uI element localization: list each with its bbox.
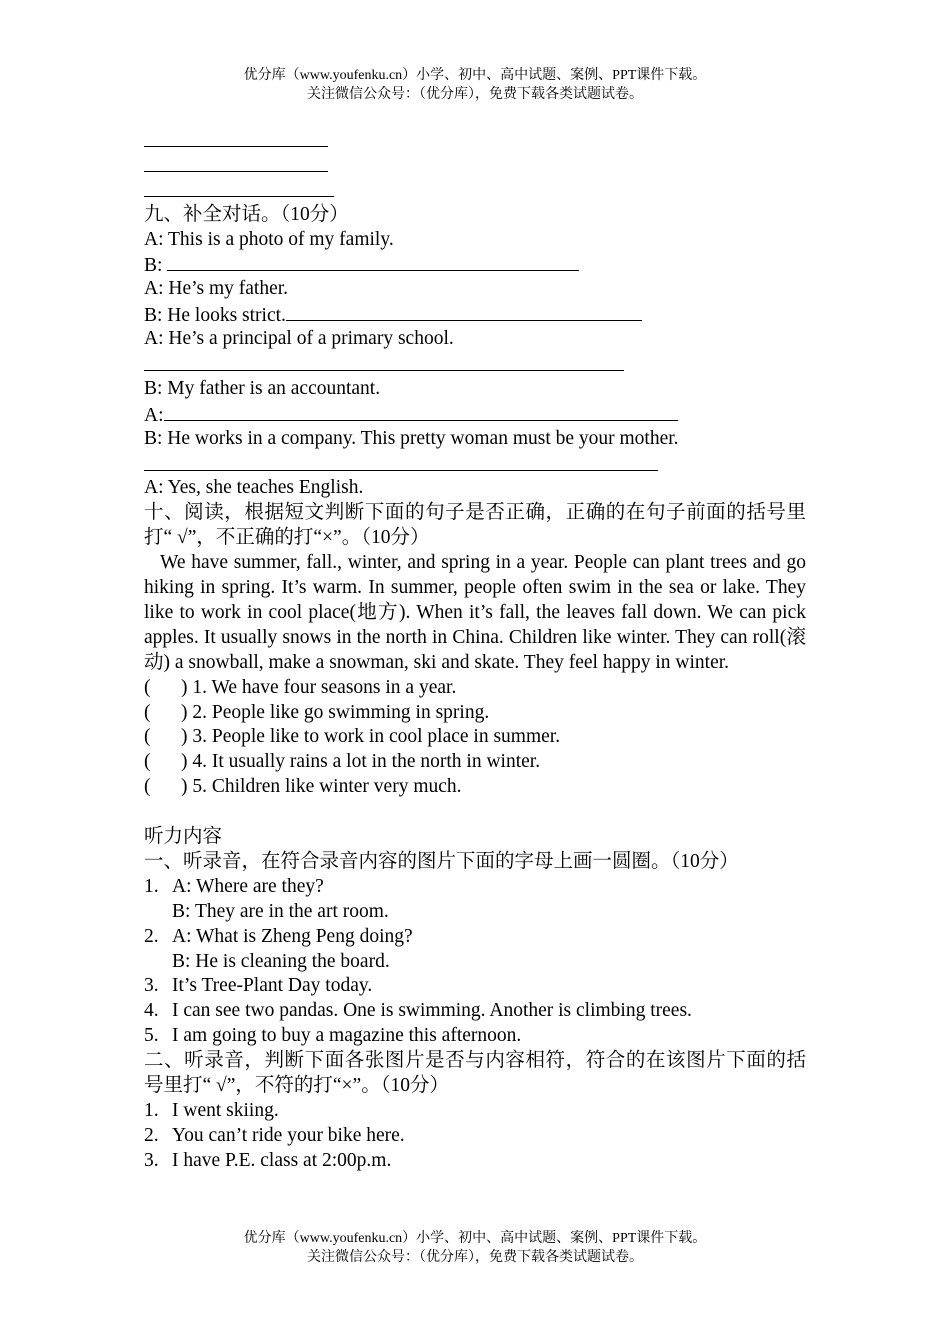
spacer xyxy=(144,800,806,825)
listening-item: 3. It’s Tree-Plant Day today. xyxy=(144,975,373,997)
answer-blank-line[interactable] xyxy=(144,178,806,203)
dialogue-blank-line[interactable] xyxy=(144,452,806,477)
judgement-item: ( ) 1. We have four seasons in a year. xyxy=(144,676,806,701)
footer-line-2: 关注微信公众号：（优分库），免费下载各类试题试卷。 xyxy=(307,1250,643,1265)
judgement-item: ( ) 2. People like go swimming in spring. xyxy=(144,701,806,726)
answer-blank-line[interactable] xyxy=(144,128,806,153)
answer-blank-line[interactable] xyxy=(144,153,806,178)
dialogue-line: B: My father is an accountant. xyxy=(144,377,381,399)
answer-bracket[interactable]: ( xyxy=(144,726,151,748)
listening-item: 2. You can’t ride your bike here. xyxy=(144,1124,405,1146)
footer-line-1: 优分库（www.youfenku.cn）小学、初中、高中试题、案例、PPT课件下载。 xyxy=(243,1231,707,1246)
judgement-item: ( ) 4. It usually rains a lot in the north in winter. xyxy=(144,750,806,775)
dialogue-line: A: This is a photo of my family. xyxy=(144,228,394,250)
listening-item-line: B: They are in the art room. xyxy=(172,900,389,922)
header-line-1: 优分库（www.youfenku.cn）小学、初中、高中试题、案例、PPT课件下载。 xyxy=(243,68,707,83)
dialogue-line: A: Yes, she teaches English. xyxy=(144,477,364,499)
judgement-item: ( ) 5. Children like winter very much. xyxy=(144,775,806,800)
answer-bracket[interactable]: ( xyxy=(144,701,151,723)
dialogue-blank[interactable] xyxy=(286,302,642,321)
page-footer xyxy=(0,1229,950,1267)
listening-item: 1. A: Where are they? xyxy=(144,875,324,897)
listening-item: 1. I went skiing. xyxy=(144,1099,279,1121)
dialogue-line: A: xyxy=(144,402,806,427)
dialogue-blank[interactable] xyxy=(164,402,678,421)
header-line-2: 关注微信公众号：（优分库），免费下载各类试题试卷。 xyxy=(307,87,643,102)
listening-item: 3. I have P.E. class at 2:00p.m. xyxy=(144,1149,392,1171)
answer-bracket[interactable]: ( xyxy=(144,751,151,773)
answer-bracket[interactable]: ( xyxy=(144,776,151,798)
listening-heading: 听力内容 xyxy=(144,826,223,848)
dialogue-line: A: He’s a principal of a primary school. xyxy=(144,328,454,350)
dialogue-blank-line[interactable] xyxy=(144,352,806,377)
listening-part-1-title: 一、听录音，在符合录音内容的图片下面的字母上画一圆圈。（10分） xyxy=(144,850,739,872)
answer-bracket[interactable]: ( xyxy=(144,676,151,698)
dialogue-line: A: He’s my father. xyxy=(144,278,289,300)
dialogue-blank[interactable] xyxy=(167,252,579,271)
dialogue-line: B: He works in a company. This pretty woman must be your mother. xyxy=(144,427,679,449)
section-10-title: 十、阅读，根据短文判断下面的句子是否正确，正确的在句子前面的括号里打“ √”，不正确的打“×”。（10分） xyxy=(144,502,806,549)
listening-item-line: B: He is cleaning the board. xyxy=(172,950,390,972)
listening-item: 4. I can see two pandas. One is swimming. Another is climbing trees. xyxy=(144,1000,692,1022)
listening-item: 5. I am going to buy a magazine this afternoon. xyxy=(144,1025,522,1047)
listening-item: 2. A: What is Zheng Peng doing? xyxy=(144,925,413,947)
document-body xyxy=(144,128,806,1174)
judgement-item: ( ) 3. People like to work in cool place in summer. xyxy=(144,725,806,750)
listening-part-2-title: 二、听录音，判断下面各张图片是否与内容相符，符合的在该图片下面的括号里打“ √”，不符的打“×”。（10分） xyxy=(144,1050,806,1096)
page-header xyxy=(0,66,950,104)
dialogue-line: B: He looks strict. xyxy=(144,302,806,327)
section-9-title: 九、补全对话。（10分） xyxy=(144,203,349,225)
dialogue-line: B: xyxy=(144,252,806,277)
reading-passage: We have summer, fall., winter, and spring in a year. People can plant trees and go hiking in spring. It’s warm. In summer, people often swim in the sea or lake. They like to work in cool place(地方). When it’s fall, the leaves fall down. We can pick apples. It usually snows in the north in China. Children like winter. They can roll(滚动) a snowball, make a snowman, ski and skate. They feel happy in winter. xyxy=(144,552,806,673)
